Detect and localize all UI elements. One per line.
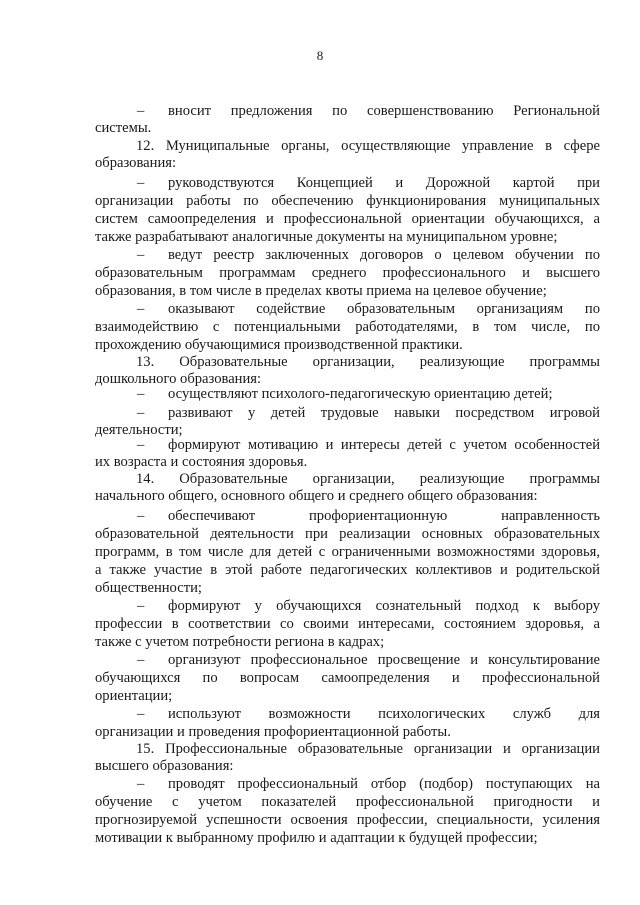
text-line: 13. Образовательные организации, реализующие программы	[136, 354, 600, 370]
text-line: развивают у детей трудовые навыки посредством игровой	[168, 405, 600, 421]
text-line: обеспечивают профориентационную направленность	[168, 508, 600, 524]
text-line: проводят профессиональный отбор (подбор) поступающих на	[168, 776, 600, 792]
text-line: формируют у обучающихся сознательный подход к выбору	[168, 598, 600, 614]
text-line: образовательной деятельности при реализации основных образовательных	[95, 526, 600, 542]
text-line: высшего образования:	[95, 758, 234, 774]
text-line: профессии в соответствии со своими интересами, состоянием здоровья, а	[95, 616, 600, 632]
text-line: прохождению обучающимися производственной практики.	[95, 337, 463, 353]
text-line: 14. Образовательные организации, реализующие программы	[136, 471, 600, 487]
text-line: взаимодействию с потенциальными работодателями, в том числе, по	[95, 319, 600, 335]
list-dash-marker: –	[137, 508, 145, 524]
text-line: образования:	[95, 155, 177, 171]
text-line: организации и проведения профориентационной работы.	[95, 724, 451, 740]
text-line: используют возможности психологических служб для	[168, 706, 600, 722]
page-number: 8	[316, 48, 324, 63]
text-line: а также участие в этой работе педагогических коллективов и родительской	[95, 562, 600, 578]
text-line: деятельности;	[95, 422, 183, 438]
text-line: организации работы по обеспечению функционирования муниципальных	[95, 193, 600, 209]
text-line: программ, в том числе для детей с ограниченными возможностями здоровья,	[95, 544, 600, 560]
text-line: также с учетом потребности региона в кадрах;	[95, 634, 385, 650]
text-line: также разрабатывают аналогичные документы на муниципальном уровне;	[95, 229, 558, 245]
text-line: формируют мотивацию и интересы детей с учетом особенностей	[168, 437, 600, 453]
text-line: обучающихся по вопросам самоопределения и профессиональной	[95, 670, 600, 686]
list-dash-marker: –	[137, 103, 145, 119]
text-line: осуществляют психолого-педагогическую ориентацию детей;	[168, 386, 553, 402]
text-line: их возраста и состояния здоровья.	[95, 454, 308, 470]
text-line: общественности;	[95, 580, 202, 596]
text-line: образования, в том числе в пределах квоты приема на целевое обучение;	[95, 283, 547, 299]
text-line: образовательным программам среднего профессионального и высшего	[95, 265, 600, 281]
list-dash-marker: –	[137, 776, 145, 792]
text-line: мотивации к выбранному профилю и адаптации к будущей профессии;	[95, 830, 538, 846]
list-dash-marker: –	[137, 652, 145, 668]
text-line: обучение с учетом показателей профессиональной пригодности и	[95, 794, 600, 810]
list-dash-marker: –	[137, 247, 145, 263]
list-dash-marker: –	[137, 386, 145, 402]
list-dash-marker: –	[137, 437, 145, 453]
text-line: 15. Профессиональные образовательные организации и организации	[136, 741, 600, 757]
text-line: оказывают содействие образовательным организациям по	[168, 301, 600, 317]
text-line: вносит предложения по совершенствованию Региональной	[168, 103, 600, 119]
text-line: начального общего, основного общего и среднего общего образования:	[95, 488, 538, 504]
text-line: ведут реестр заключенных договоров о целевом обучении по	[168, 247, 600, 263]
list-dash-marker: –	[137, 598, 145, 614]
text-line: руководствуются Концепцией и Дорожной картой при	[168, 175, 600, 191]
text-line: ориентации;	[95, 688, 173, 704]
text-line: систем самоопределения и профессиональной ориентации обучающихся, а	[95, 211, 600, 227]
text-line: 12. Муниципальные органы, осуществляющие управление в сфере	[136, 138, 600, 154]
text-line: системы.	[95, 120, 152, 136]
list-dash-marker: –	[137, 301, 145, 317]
list-dash-marker: –	[137, 175, 145, 191]
text-line: организуют профессиональное просвещение и консультирование	[168, 652, 600, 668]
text-line: дошкольного образования:	[95, 371, 262, 387]
list-dash-marker: –	[137, 706, 145, 722]
text-line: прогнозируемой успешности освоения профессии, специальности, усиления	[95, 812, 600, 828]
list-dash-marker: –	[137, 405, 145, 421]
